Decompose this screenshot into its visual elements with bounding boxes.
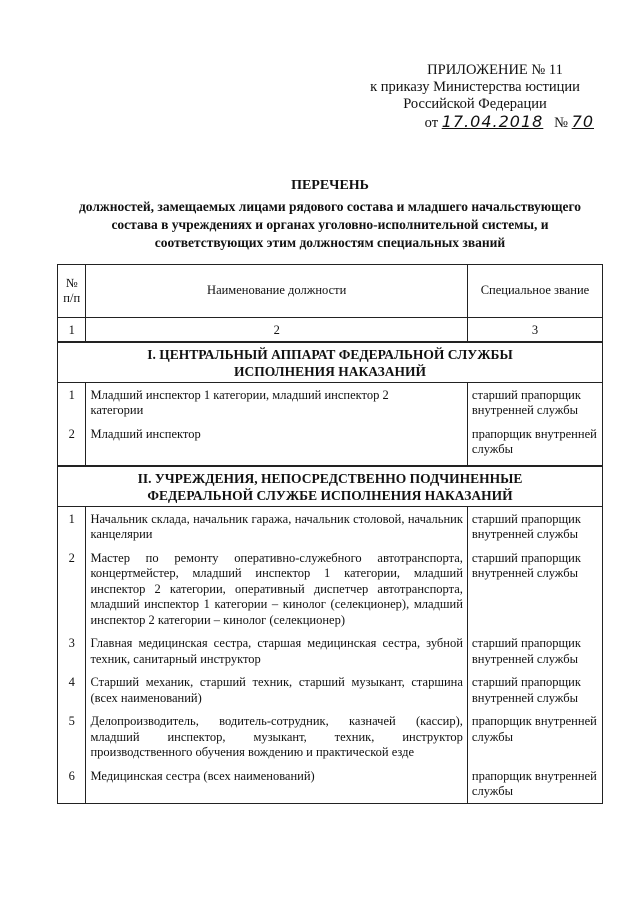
row-number: 6: [58, 764, 86, 804]
appendix-date-line: [350, 113, 600, 132]
position-name: Медицинская сестра (всех наименований): [86, 764, 467, 804]
positions-table: [57, 264, 603, 804]
order-number: 70: [571, 112, 594, 131]
column-index: 3: [467, 318, 602, 342]
appendix-ministry-line: Российской Федерации: [403, 96, 547, 112]
table-row: [58, 631, 603, 670]
appendix-title: ПРИЛОЖЕНИЕ № 11: [427, 62, 563, 78]
table-row: [58, 422, 603, 466]
appendix-order-line: к приказу Министерства юстиции: [370, 79, 580, 95]
row-number: 5: [58, 709, 86, 764]
section-header-row: [58, 342, 603, 383]
appendix-block: [350, 62, 600, 132]
table-row: [58, 670, 603, 709]
row-number: 2: [58, 422, 86, 466]
table-header-row: [58, 265, 603, 318]
special-rank: старший прапорщик внутренней службы: [467, 546, 602, 632]
position-name: Младший инспектор 1 категории, младший инспектор 2 категории: [86, 382, 467, 422]
header-rank: Специальное звание: [467, 265, 602, 318]
section-title: II. УЧРЕЖДЕНИЯ, НЕПОСРЕДСТВЕННО ПОДЧИНЕННЫЕ ФЕДЕРАЛЬНОЙ СЛУЖБЕ ИСПОЛНЕНИЯ НАКАЗАНИЙ: [58, 466, 603, 507]
header-number: № п/п: [58, 265, 86, 318]
row-number: 3: [58, 631, 86, 670]
column-index: 2: [86, 318, 467, 342]
table-row: [58, 546, 603, 632]
section-header-row: [58, 466, 603, 507]
table-row: [58, 764, 603, 804]
position-name: Старший механик, старший техник, старший музыкант, старшина (всех наименований): [86, 670, 467, 709]
column-index: 1: [58, 318, 86, 342]
position-name: Младший инспектор: [86, 422, 467, 466]
title-subtitle: должностей, замещаемых лицами рядового состава и младшего начальствующего состава в учреждениях и органах уголовно-исполнительной системы, и соответствующих этим должностям специальных званий: [78, 199, 582, 250]
row-number: 1: [58, 382, 86, 422]
special-rank: прапорщик внутренней службы: [467, 422, 602, 466]
special-rank: старший прапорщик внутренней службы: [467, 506, 602, 546]
document-title: [60, 177, 600, 252]
row-number: 2: [58, 546, 86, 632]
position-name: Начальник склада, начальник гаража, начальник столовой, начальник канцелярии: [86, 506, 467, 546]
special-rank: старший прапорщик внутренней службы: [467, 382, 602, 422]
row-number: 4: [58, 670, 86, 709]
table-row: [58, 506, 603, 546]
header-position: Наименование должности: [86, 265, 467, 318]
column-index-row: [58, 318, 603, 342]
special-rank: старший прапорщик внутренней службы: [467, 670, 602, 709]
title-heading: ПЕРЕЧЕНЬ: [291, 178, 369, 193]
special-rank: старший прапорщик внутренней службы: [467, 631, 602, 670]
row-number: 1: [58, 506, 86, 546]
position-name: Главная медицинская сестра, старшая медицинская сестра, зубной техник, санитарный инструктор: [86, 631, 467, 670]
position-name: Делопроизводитель, водитель-сотрудник, казначей (кассир), младший инспектор, музыкант, техник, инструктор производственного обучения вождению и практической езде: [86, 709, 467, 764]
number-label: №: [554, 115, 569, 131]
special-rank: прапорщик внутренней службы: [467, 764, 602, 804]
special-rank: прапорщик внутренней службы: [467, 709, 602, 764]
table-row: [58, 709, 603, 764]
from-label: от: [424, 115, 439, 131]
section-title: I. ЦЕНТРАЛЬНЫЙ АППАРАТ ФЕДЕРАЛЬНОЙ СЛУЖБЫ ИСПОЛНЕНИЯ НАКАЗАНИЙ: [58, 342, 603, 383]
order-date: 17.04.2018: [441, 112, 544, 131]
table-row: [58, 382, 603, 422]
position-name: Мастер по ремонту оперативно-служебного автотранспорта, концертмейстер, младший инспектор 1 категории, младший инспектор 2 категории, оперативный диспетчер автотранспорта, младший инспектор 1 категории – кинолог (селекционер), младший инспектор 2 категории – кинолог (селекционер): [86, 546, 467, 632]
